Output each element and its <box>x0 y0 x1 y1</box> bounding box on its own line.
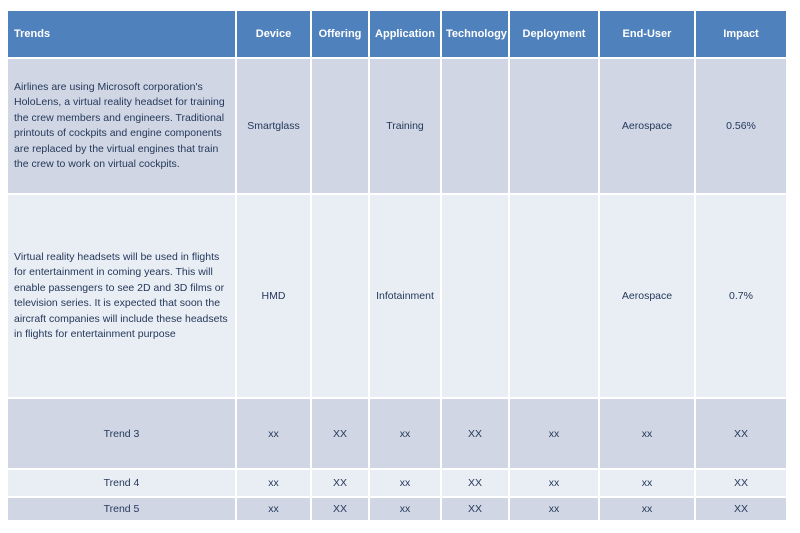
cell-device: HMD <box>237 195 310 397</box>
cell-technology: XX <box>442 399 508 468</box>
trends-table <box>6 9 788 522</box>
cell-trend-description: Airlines are using Microsoft corporation's HoloLens, a virtual reality headset for training the crew members and engineers. Traditional printouts of cockpits and engine components are replaced by the virtual engines that train the crew to work on virtual cockpits. <box>8 59 235 193</box>
cell-offering: XX <box>312 498 368 520</box>
table-row-trend-5 <box>8 498 786 520</box>
cell-end-user: xx <box>600 399 694 468</box>
cell-offering <box>312 59 368 193</box>
cell-end-user: xx <box>600 470 694 496</box>
cell-impact: XX <box>696 399 786 468</box>
cell-device: xx <box>237 470 310 496</box>
cell-trend-name: Trend 3 <box>8 399 235 468</box>
table-row-trend-4 <box>8 470 786 496</box>
cell-offering: XX <box>312 470 368 496</box>
cell-offering <box>312 195 368 397</box>
cell-end-user: Aerospace <box>600 195 694 397</box>
table-row-trend-3 <box>8 399 786 468</box>
header-cell-end-user: End-User <box>600 11 694 57</box>
cell-application: Training <box>370 59 440 193</box>
cell-application: xx <box>370 399 440 468</box>
table-row-trend-2 <box>8 195 786 397</box>
header-cell-application: Application <box>370 11 440 57</box>
cell-technology: XX <box>442 498 508 520</box>
cell-offering: XX <box>312 399 368 468</box>
cell-trend-description: Virtual reality headsets will be used in flights for entertainment in coming years. This will enable passengers to see 2D and 3D films or television series. It is expected that soon the aircraft companies will include these headsets in flights for entertainment purpose <box>8 195 235 397</box>
cell-deployment <box>510 59 598 193</box>
cell-deployment <box>510 195 598 397</box>
cell-application: xx <box>370 498 440 520</box>
header-cell-offering: Offering <box>312 11 368 57</box>
cell-impact: 0.56% <box>696 59 786 193</box>
table-row-trend-1 <box>8 59 786 193</box>
cell-technology <box>442 59 508 193</box>
cell-device: xx <box>237 399 310 468</box>
header-cell-trends: Trends <box>8 11 235 57</box>
cell-impact: 0.7% <box>696 195 786 397</box>
cell-deployment: xx <box>510 498 598 520</box>
cell-device: Smartglass <box>237 59 310 193</box>
cell-trend-name: Trend 4 <box>8 470 235 496</box>
cell-technology: XX <box>442 470 508 496</box>
cell-trend-name: Trend 5 <box>8 498 235 520</box>
cell-deployment: xx <box>510 399 598 468</box>
cell-technology <box>442 195 508 397</box>
header-row <box>8 11 786 57</box>
header-cell-technology: Technology <box>442 11 508 57</box>
header-cell-impact: Impact <box>696 11 786 57</box>
header-cell-deployment: Deployment <box>510 11 598 57</box>
cell-device: xx <box>237 498 310 520</box>
header-cell-device: Device <box>237 11 310 57</box>
cell-impact: XX <box>696 498 786 520</box>
cell-end-user: Aerospace <box>600 59 694 193</box>
cell-application: xx <box>370 470 440 496</box>
cell-deployment: xx <box>510 470 598 496</box>
cell-impact: XX <box>696 470 786 496</box>
cell-end-user: xx <box>600 498 694 520</box>
cell-application: Infotainment <box>370 195 440 397</box>
